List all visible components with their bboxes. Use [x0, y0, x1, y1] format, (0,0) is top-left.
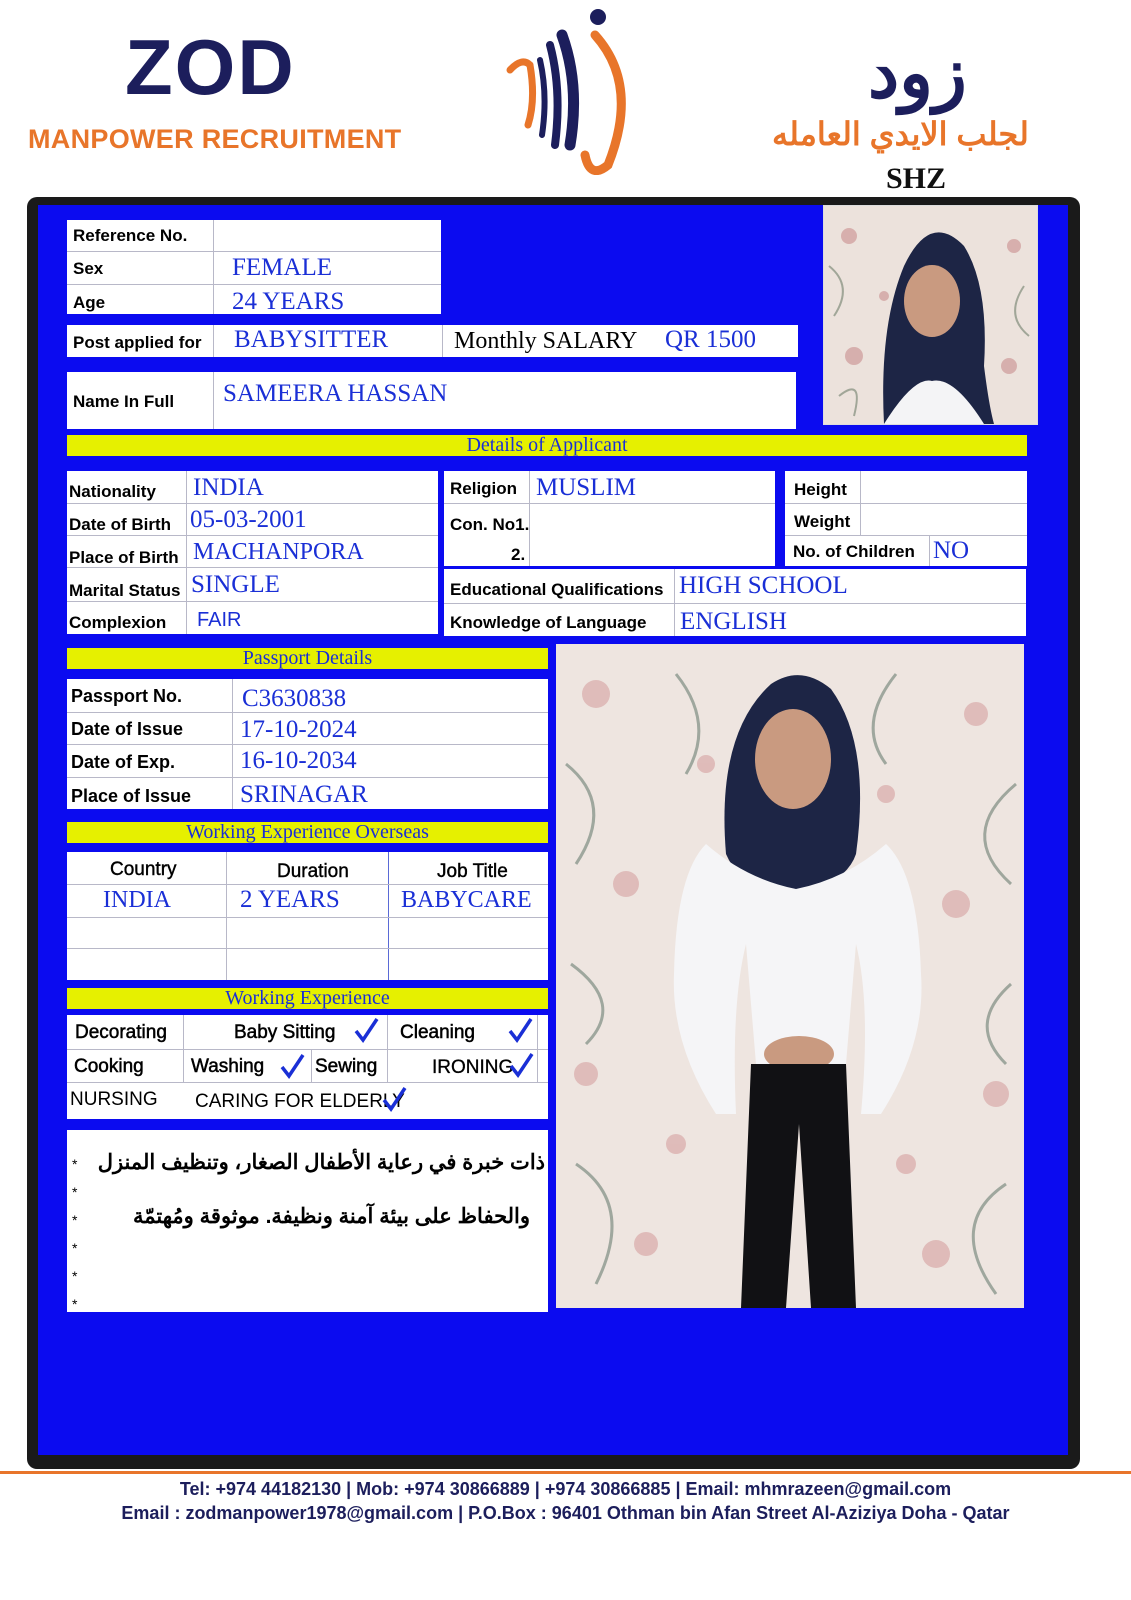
language-value: ENGLISH [680, 608, 787, 635]
dob-label: Date of Birth [69, 515, 171, 534]
overseas-header-duration: Duration [277, 861, 349, 882]
overseas-country-value: INDIA [103, 887, 171, 913]
name-value: SAMEERA HASSAN [223, 380, 448, 407]
skill-washing: Washing [191, 1056, 265, 1077]
bullet: * [72, 1156, 78, 1172]
marital-value: SINGLE [191, 571, 280, 598]
religion-value: MUSLIM [536, 474, 637, 501]
pob-value: MACHANPORA [193, 539, 364, 565]
ironing-check-icon [508, 1052, 534, 1078]
footer-contact-line-1: Tel: +974 44182130 | Mob: +974 30866889 | +974 30866885 | Email: mhmrazeen@gmail.com [179, 1479, 952, 1499]
post-label: Post applied for [73, 333, 202, 352]
issue-date-label: Date of Issue [71, 719, 184, 739]
brand-subtitle: MANPOWER RECRUITMENT [28, 124, 402, 154]
details-title: Details of Applicant [67, 435, 1027, 456]
salary-label: Monthly SALARY [454, 328, 638, 354]
notes-line-2: والحفاظ على بيئة آمنة ونظيفة. موثوقة ومُهتمّة [133, 1205, 530, 1228]
name-label: Name In Full [73, 392, 175, 411]
salary-value: QR 1500 [665, 326, 756, 353]
contact2-label: 2. [511, 545, 526, 564]
skill-sewing: Sewing [315, 1056, 378, 1077]
issue-date-value: 17-10-2024 [240, 716, 357, 743]
skill-cooking: Cooking [74, 1056, 144, 1077]
baby-sitting-check-icon [353, 1017, 379, 1043]
nationality-label: Nationality [69, 482, 156, 501]
overseas-jobtitle-value: BABYCARE [401, 887, 532, 913]
overseas-header-jobtitle: Job Title [437, 861, 508, 882]
skill-baby-sitting: Baby Sitting [234, 1022, 336, 1043]
expiry-date-label: Date of Exp. [71, 752, 176, 772]
caring-elderly-check-icon [381, 1086, 407, 1112]
age-value: 24 YEARS [232, 288, 345, 315]
cleaning-check-icon [507, 1017, 533, 1043]
brand-arabic-logo: زود [868, 34, 967, 112]
skill-nursing: NURSING [70, 1089, 158, 1110]
brand-code: SHZ [886, 162, 947, 195]
bullet: * [72, 1184, 78, 1200]
footer-contact-line-2: Email : zodmanpower1978@gmail.com | P.O.Box : 96401 Othman bin Afan Street Al-Aziziya Doha - Qatar [121, 1503, 1010, 1523]
washing-check-icon [279, 1053, 305, 1079]
post-value: BABYSITTER [234, 326, 389, 353]
bullet: * [72, 1296, 78, 1312]
height-label: Height [794, 480, 847, 499]
brand-logo-icon [500, 5, 630, 175]
skill-cleaning: Cleaning [400, 1022, 475, 1043]
passport-number-value: C3630838 [242, 685, 347, 712]
complexion-value: FAIR [197, 609, 242, 631]
weight-label: Weight [794, 512, 851, 531]
pob-label: Place of Birth [69, 548, 179, 567]
brand-logo-text: ZOD [125, 23, 296, 111]
reference-label: Reference No. [73, 226, 188, 245]
bullet: * [72, 1240, 78, 1256]
experience-title: Working Experience [67, 988, 548, 1009]
brand-arabic-subtitle: لجلب الايدي العامله [772, 116, 1029, 152]
nationality-value: INDIA [193, 474, 264, 501]
issue-place-value: SRINAGAR [240, 781, 368, 808]
overseas-title: Working Experience Overseas [67, 822, 548, 843]
expiry-date-value: 16-10-2034 [240, 747, 357, 774]
education-label: Educational Qualifications [450, 580, 664, 599]
religion-label: Religion [450, 479, 518, 498]
applicant-full-photo [556, 644, 1024, 1308]
marital-label: Marital Status [69, 581, 181, 600]
dob-value: 05-03-2001 [190, 506, 307, 533]
bullet: * [72, 1268, 78, 1284]
skill-caring-elderly: CARING FOR ELDERLY [195, 1091, 405, 1112]
notes-line-1: ذات خبرة في رعاية الأطفال الصغار، وتنظيف المنزل [97, 1151, 545, 1174]
contact1-label: Con. No1. [450, 515, 530, 534]
overseas-duration-value: 2 YEARS [240, 886, 340, 913]
children-value: NO [933, 537, 970, 564]
applicant-portrait-photo [823, 205, 1038, 425]
issue-place-label: Place of Issue [71, 786, 192, 806]
footer-divider [0, 1471, 1131, 1474]
bullet: * [72, 1212, 78, 1228]
passport-title: Passport Details [67, 648, 548, 669]
skill-decorating: Decorating [75, 1022, 167, 1043]
education-value: HIGH SCHOOL [679, 572, 848, 599]
children-label: No. of Children [793, 542, 915, 561]
complexion-label: Complexion [69, 613, 167, 632]
passport-number-label: Passport No. [71, 686, 183, 706]
sex-label: Sex [73, 259, 104, 278]
sex-value: FEMALE [232, 254, 332, 281]
age-label: Age [73, 293, 106, 312]
overseas-header-country: Country [110, 859, 177, 880]
language-label: Knowledge of Language [450, 613, 647, 632]
skill-ironing: IRONING [432, 1057, 514, 1078]
